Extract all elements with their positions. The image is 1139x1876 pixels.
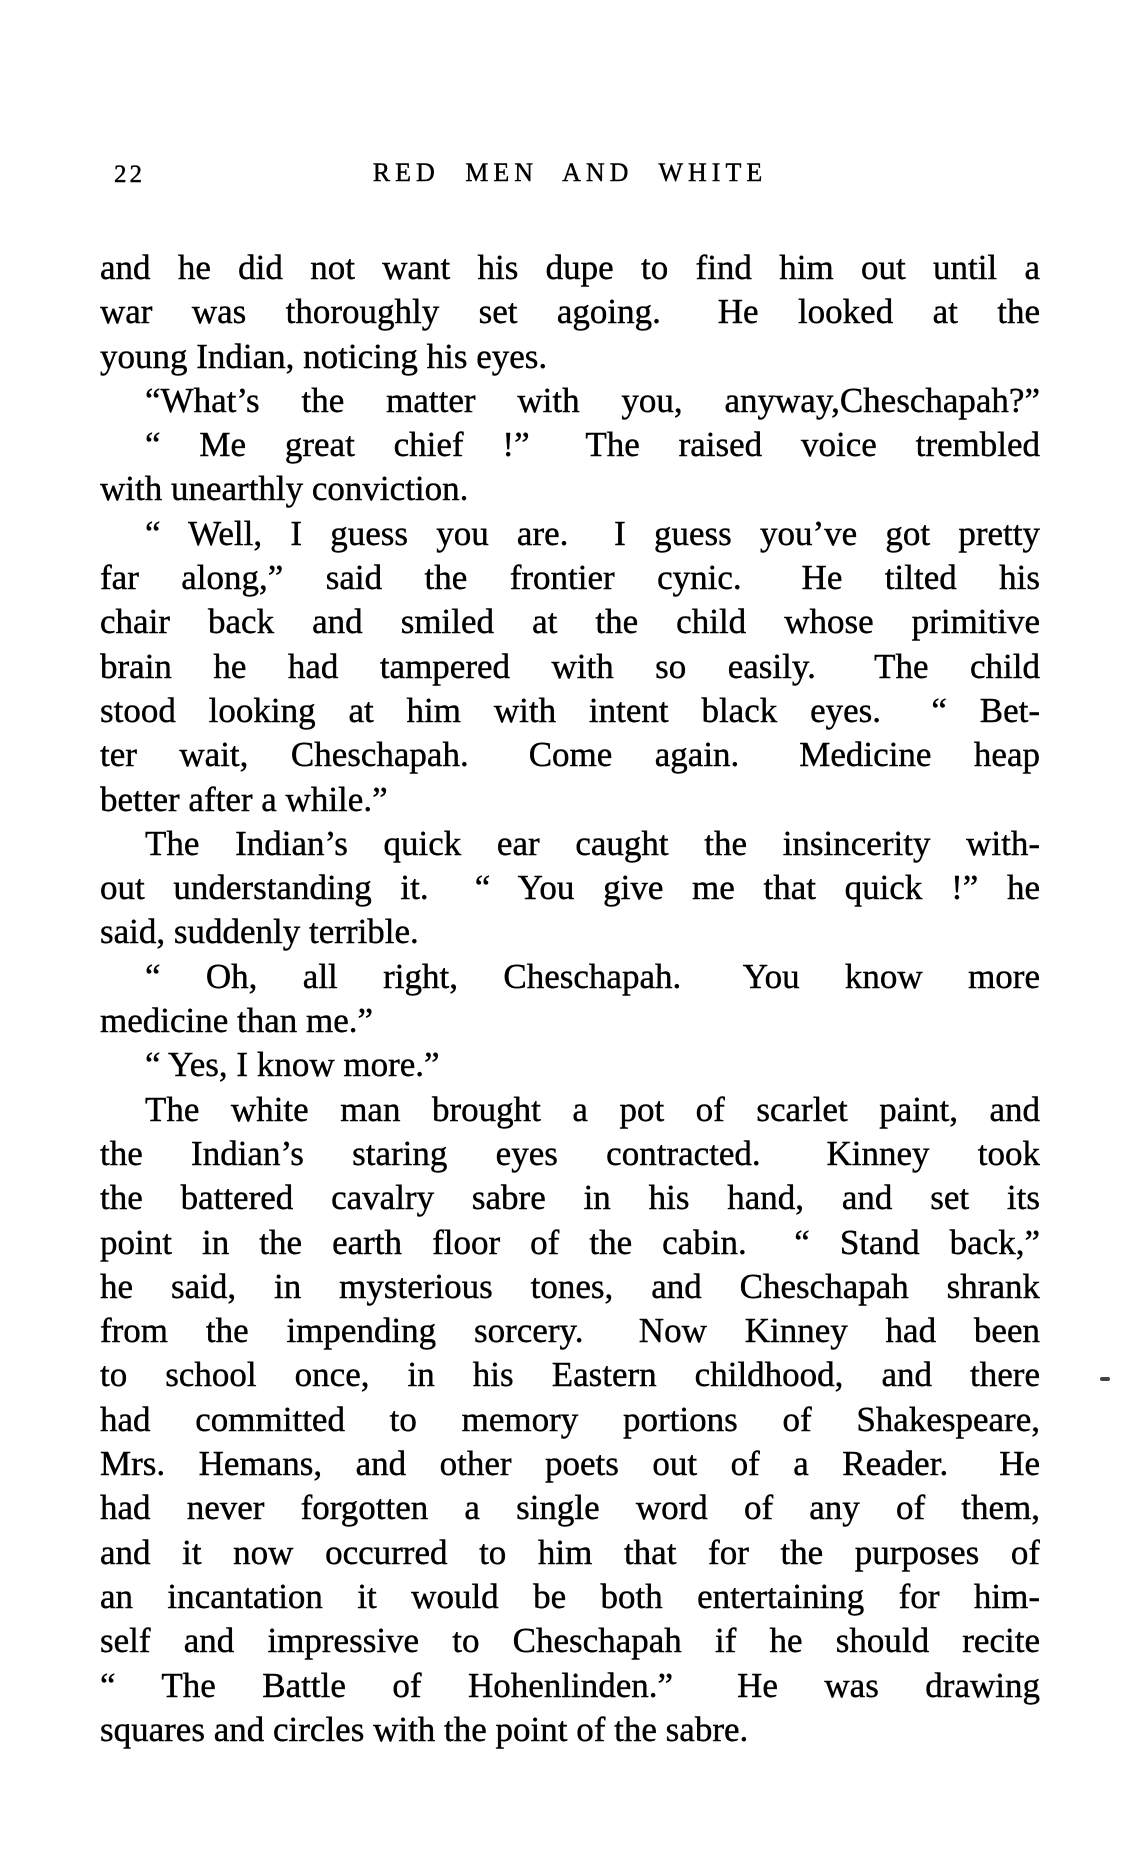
text-line: with unearthly conviction. (100, 469, 469, 509)
text-line: “ Oh, all right, Cheschapah. You know more (145, 956, 1040, 996)
text-line: self and impressive to Cheschapah if he should recite (100, 1621, 1040, 1661)
page-header (100, 158, 1040, 194)
text-line: the Indian’s staring eyes contracted. Kinney took (100, 1133, 1040, 1173)
text-line: stood looking at him with intent black eyes. “ Bet- (100, 690, 1040, 730)
text-line: from the impending sorcery. Now Kinney had been (100, 1311, 1040, 1351)
text-line: young Indian, noticing his eyes. (100, 336, 548, 376)
text-line: The Indian’s quick ear caught the insincerity with- (145, 823, 1040, 863)
page-number: 22 (114, 161, 145, 188)
text-line: “What’s the matter with you, anyway,Cheschapah?” (145, 380, 1040, 420)
text-line: out understanding it. “ You give me that quick !” he (100, 868, 1040, 908)
running-head: RED MEN AND WHITE (372, 158, 768, 187)
text-line: chair back and smiled at the child whose primitive (100, 602, 1040, 642)
text-line: said, suddenly terrible. (100, 912, 419, 952)
text-line: point in the earth floor of the cabin. “ Stand back,” (100, 1222, 1040, 1262)
text-line: an incantation it would be both entertaining for him- (100, 1576, 1040, 1616)
text-line: ter wait, Cheschapah. Come again. Medicine heap (100, 735, 1040, 775)
text-line: “ Yes, I know more.” (145, 1045, 440, 1085)
text-line: had never forgotten a single word of any of them, (100, 1488, 1040, 1528)
text-line: the battered cavalry sabre in his hand, and set its (100, 1178, 1040, 1218)
text-line: “ The Battle of Hohenlinden.” He was drawing (100, 1665, 1040, 1705)
text-line: The white man brought a pot of scarlet paint, and (145, 1089, 1040, 1129)
text-line: better after a while.” (100, 779, 388, 819)
text-line: and he did not want his dupe to find him out until a (100, 248, 1040, 287)
text-line: squares and circles with the point of the sabre. (100, 1709, 749, 1749)
text-line: brain he had tampered with so easily. The child (100, 646, 1040, 686)
text-line: “ Well, I guess you are. I guess you’ve got pretty (145, 513, 1040, 553)
text-line: he said, in mysterious tones, and Cheschapah shrank (100, 1266, 1040, 1306)
text-line: had committed to memory portions of Shakespeare, (100, 1399, 1040, 1439)
text-line: far along,” said the frontier cynic. He tilted his (100, 558, 1040, 598)
scan-speck (1100, 1377, 1110, 1381)
text-line: and it now occurred to him that for the purposes of (100, 1532, 1040, 1572)
text-block (100, 246, 1040, 1752)
text-line: “ Me great chief !” The raised voice trembled (145, 425, 1040, 465)
text-line: medicine than me.” (100, 1001, 374, 1041)
text-line: war was thoroughly set agoing. He looked at the (100, 292, 1040, 332)
text-line: Mrs. Hemans, and other poets out of a Reader. He (100, 1444, 1040, 1484)
text-line: to school once, in his Eastern childhood, and there (100, 1355, 1040, 1395)
